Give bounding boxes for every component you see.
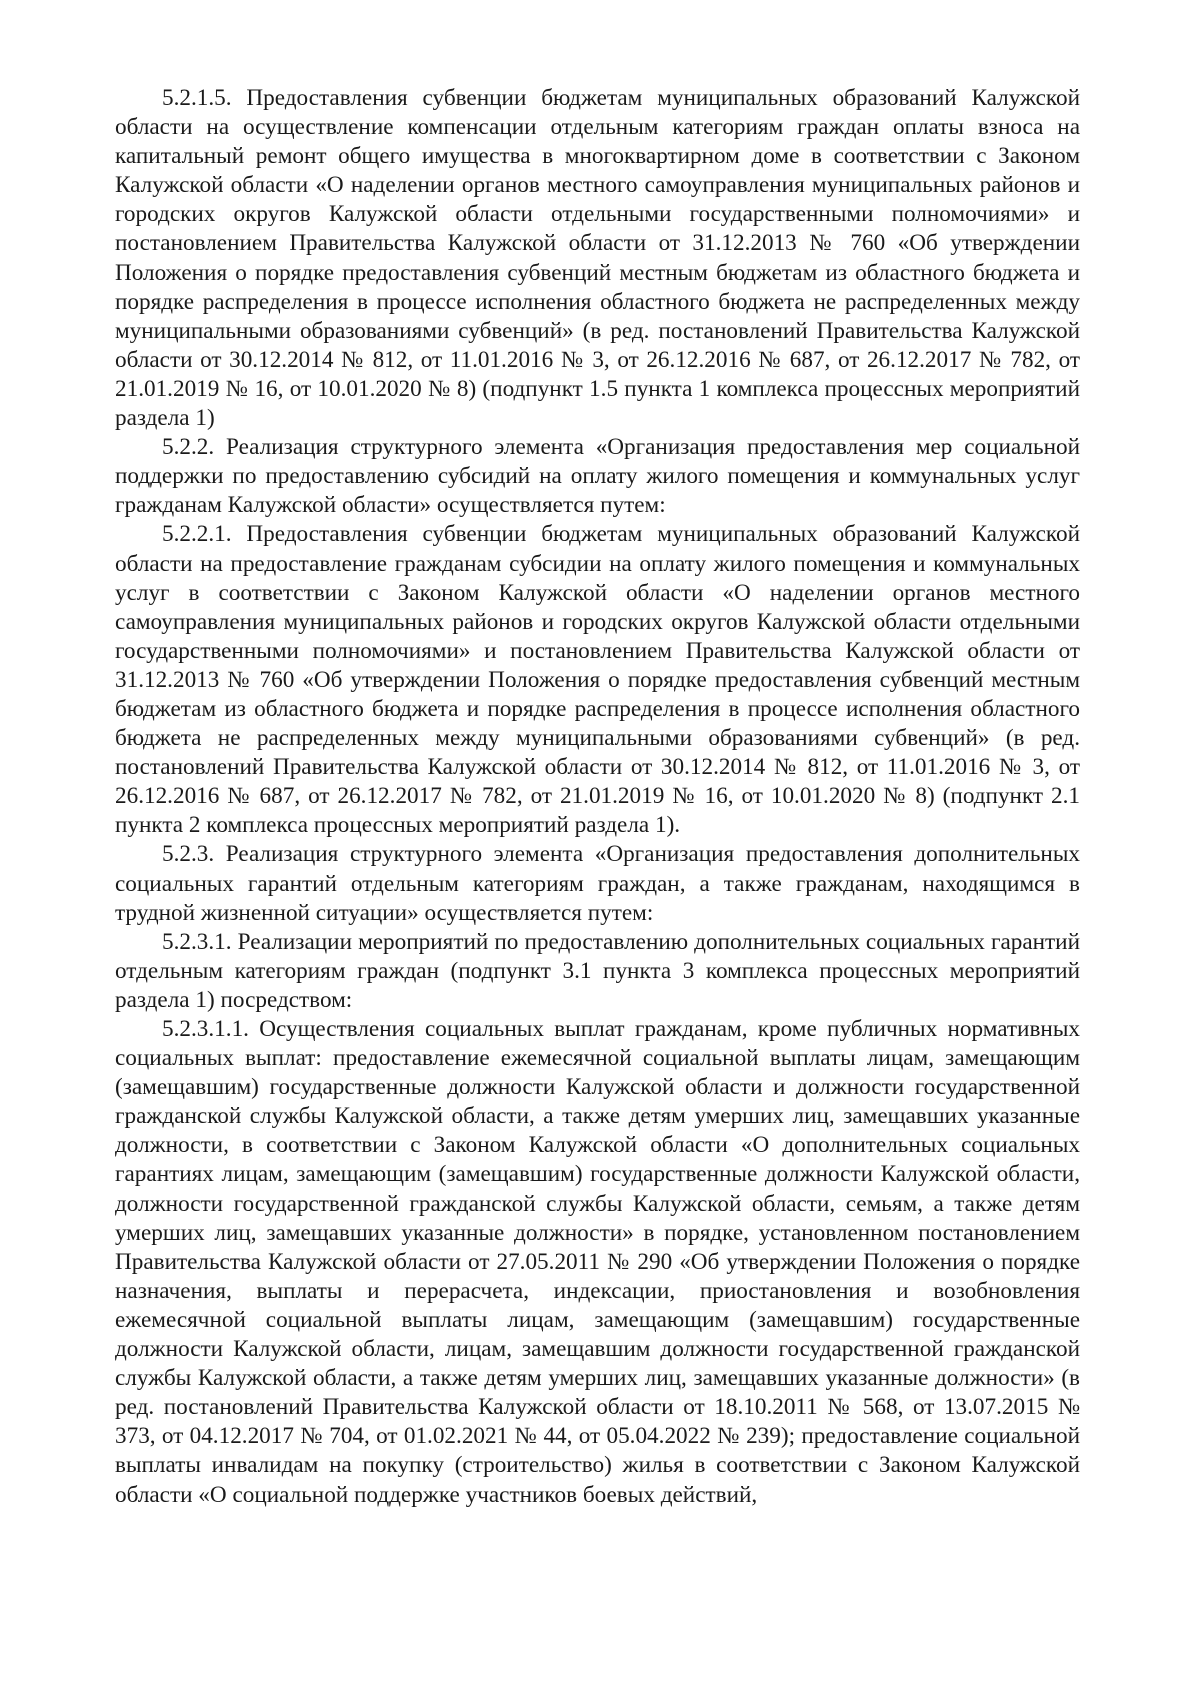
paragraph-5-2-3-1: 5.2.3.1. Реализации мероприятий по предоставлению дополнительных социальных гарантий отдельным категориям граждан (подпункт 3.1 пункта 3 комплекса процессных мероприятий раздела 1) посредством: — [115, 928, 1080, 1013]
paragraph-5-2-2-1: 5.2.2.1. Предоставления субвенции бюджетам муниципальных образований Калужской области на предоставление гражданам субсидии на оплату жилого помещения и коммунальных услуг в соответствии с Законом Калужской области «О наделении органов местного самоуправления муниципальных районов и городских округов Калужской области отдельными государственными полномочиями» и постановлением Правительства Калужской области от 31.12.2013 № 760 «Об утверждении Положения о порядке предоставления субвенций местным бюджетам из областного бюджета и порядке распределения в процессе исполнения областного бюджета не распределенных между муниципальными образованиями субвенций» (в ред. постановлений Правительства Калужской области от 30.12.2014 № 812, от 11.01.2016 № 3, от 26.12.2016 № 687, от 26.12.2017 № 782, от 21.01.2019 № 16, от 10.01.2020 № 8) (подпункт 2.1 пункта 2 комплекса процессных мероприятий раздела 1). — [115, 521, 1080, 839]
paragraph-5-2-2: 5.2.2. Реализация структурного элемента «Организация предоставления мер социальной поддержки по предоставлению субсидий на оплату жилого помещения и коммунальных услуг гражданам Калужской области» осуществляется путем: — [115, 434, 1080, 519]
paragraph-5-2-3: 5.2.3. Реализация структурного элемента «Организация предоставления дополнительных социальных гарантий отдельным категориям граждан, а также гражданам, находящимся в трудной жизненной ситуации» осуществляется путем: — [115, 841, 1080, 926]
document-body — [115, 84, 1080, 1510]
paragraph-5-2-3-1-1: 5.2.3.1.1. Осуществления социальных выплат гражданам, кроме публичных нормативных социальных выплат: предоставление ежемесячной социальной выплаты лицам, замещающим (замещавшим) государственные должности Калужской области и должности государственной гражданской службы Калужской области, а также детям умерших лиц, замещавших указанные должности, в соответствии с Законом Калужской области «О дополнительных социальных гарантиях лицам, замещающим (замещавшим) государственные должности Калужской области, должности государственной гражданской службы Калужской области, семьям, а также детям умерших лиц, замещавших указанные должности» в порядке, установленном постановлением Правительства Калужской области от 27.05.2011 № 290 «Об утверждении Положения о порядке назначения, выплаты и перерасчета, индексации, приостановления и возобновления ежемесячной социальной выплаты лицам, замещающим (замещавшим) государственные должности Калужской области, лицам, замещавшим должности государственной гражданской службы Калужской области, а также детям умерших лиц, замещавших указанные должности» (в ред. постановлений Правительства Калужской области от 18.10.2011 № 568, от 13.07.2015 № 373, от 04.12.2017 № 704, от 01.02.2021 № 44, от 05.04.2022 № 239); предоставление социальной выплаты инвалидам на покупку (строительство) жилья в соответствии с Законом Калужской области «О социальной поддержке участников боевых действий, — [115, 1016, 1080, 1508]
paragraph-5-2-1-5: 5.2.1.5. Предоставления субвенции бюджетам муниципальных образований Калужской области на осуществление компенсации отдельным категориям граждан оплаты взноса на капитальный ремонт общего имущества в многоквартирном доме в соответствии с Законом Калужской области «О наделении органов местного самоуправления муниципальных районов и городских округов Калужской области отдельными государственными полномочиями» и постановлением Правительства Калужской области от 31.12.2013 № 760 «Об утверждении Положения о порядке предоставления субвенций местным бюджетам из областного бюджета и порядке распределения в процессе исполнения областного бюджета не распределенных между муниципальными образованиями субвенций» (в ред. постановлений Правительства Калужской области от 30.12.2014 № 812, от 11.01.2016 № 3, от 26.12.2016 № 687, от 26.12.2017 № 782, от 21.01.2019 № 16, от 10.01.2020 № 8) (подпункт 1.5 пункта 1 комплекса процессных мероприятий раздела 1) — [115, 85, 1080, 432]
